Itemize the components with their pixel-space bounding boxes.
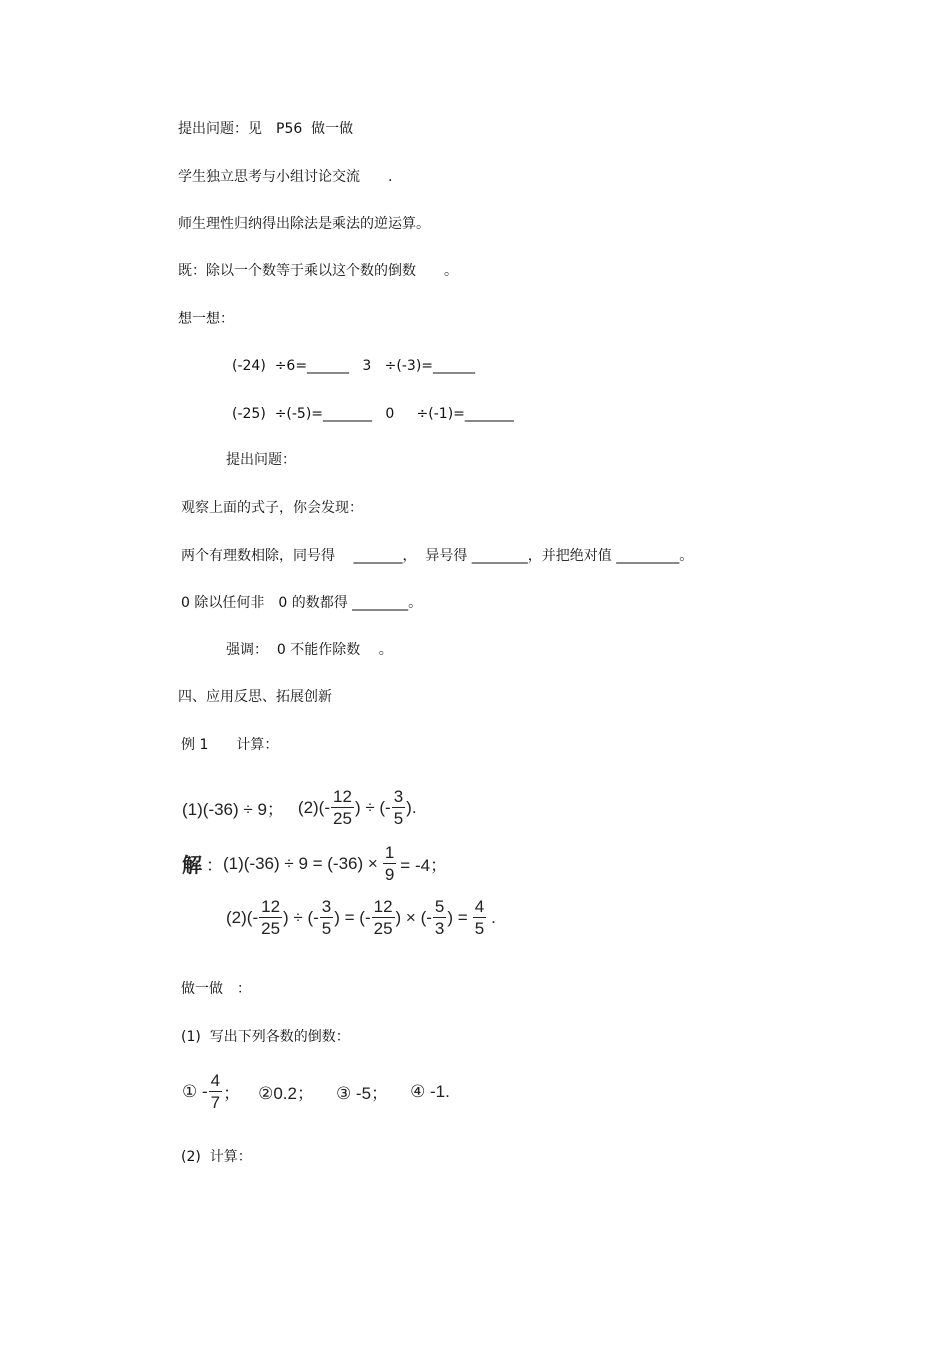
item-2: ②0.2； [258, 1084, 314, 1103]
denominator: 9 [384, 865, 395, 884]
numerator: 12 [373, 897, 393, 916]
solution-label: 解 [182, 853, 202, 877]
example-heading: 例 1 计算： [181, 737, 279, 753]
text-line: 做一做 ： [181, 981, 251, 997]
denominator: 25 [261, 919, 281, 938]
text-line: 观察上面的式子，你会发现： [181, 500, 363, 516]
denominator: 5 [393, 809, 404, 828]
solution-line-1 [182, 844, 447, 883]
text-line: 提出问题： [226, 452, 296, 468]
denominator: 25 [373, 919, 393, 938]
text-line: 师生理性归纳得出除法是乘法的逆运算。 [178, 216, 430, 232]
solution-colon: ： [206, 856, 223, 875]
text-line: 提出问题：见 P56 做一做 [178, 121, 354, 137]
fraction [331, 788, 354, 827]
text-line: (-25) ÷(-5)=_______ 0 ÷(-1)=_______ [232, 406, 514, 422]
numerator: 3 [393, 787, 404, 806]
numerator: 4 [210, 1071, 221, 1090]
text-line: 想一想： [178, 311, 234, 327]
solution-result: = -4； [400, 856, 448, 875]
numerator: 12 [333, 787, 352, 806]
expr-part: (2)(- [226, 907, 259, 927]
text-line: (1) 写出下列各数的倒数： [181, 1029, 350, 1045]
text-line: 强调： 0 不能作除数 。 [226, 642, 393, 658]
fraction [383, 844, 396, 883]
fraction [372, 898, 395, 937]
item-4: ④ -1. [410, 1081, 450, 1101]
text-line: 学生独立思考与小组讨论交流 . [178, 169, 393, 185]
numerator: 12 [261, 897, 281, 916]
item-separator: ； [223, 1084, 241, 1103]
operator: ) ÷ (- [354, 797, 391, 817]
denominator: 25 [333, 809, 352, 828]
fraction [433, 898, 446, 937]
text-line: 0 除以任何非 0 的数都得 ________。 [181, 595, 423, 611]
expr-part: ) ÷ (- [283, 907, 319, 927]
fraction [392, 788, 405, 827]
text-line: (2) 计算： [181, 1149, 252, 1165]
item-3: ③ -5； [335, 1084, 389, 1103]
fraction [320, 898, 333, 937]
text-line: (-24) ÷6=______ 3 ÷(-3)=______ [232, 358, 476, 374]
problem-2-prefix: (2)(- [297, 797, 331, 817]
problem-1: (1)(-36) ÷ 9； [182, 800, 284, 819]
section-heading: 四、应用反思、拓展创新 [178, 689, 332, 705]
text-line: 既：除以一个数等于乘以这个数的倒数 。 [178, 263, 458, 279]
example-problem [182, 788, 417, 827]
solution-expr: (1)(-36) ÷ 9 = (-36) × [223, 853, 378, 873]
numerator: 5 [434, 897, 445, 916]
expr-part: . [491, 907, 496, 927]
numerator: 3 [321, 897, 332, 916]
expr-part: ) × (- [395, 907, 432, 927]
denominator: 3 [434, 919, 445, 938]
fraction [209, 1072, 222, 1111]
fraction [473, 898, 486, 937]
text-line: 两个有理数相除，同号得 _______， 异号得 ________，并把绝对值 _________。 [181, 548, 694, 564]
denominator: 7 [210, 1093, 221, 1112]
item-1-prefix: ① - [182, 1081, 208, 1101]
problem-2-end: ). [406, 797, 417, 817]
expr-part: ) = (- [334, 907, 371, 927]
denominator: 5 [321, 919, 332, 938]
solution-line-2 [226, 898, 496, 937]
reciprocal-list [182, 1072, 450, 1111]
expr-part: ) = [447, 907, 468, 927]
numerator: 1 [384, 843, 395, 862]
denominator: 5 [474, 919, 485, 938]
fraction [259, 898, 282, 937]
numerator: 4 [474, 897, 485, 916]
